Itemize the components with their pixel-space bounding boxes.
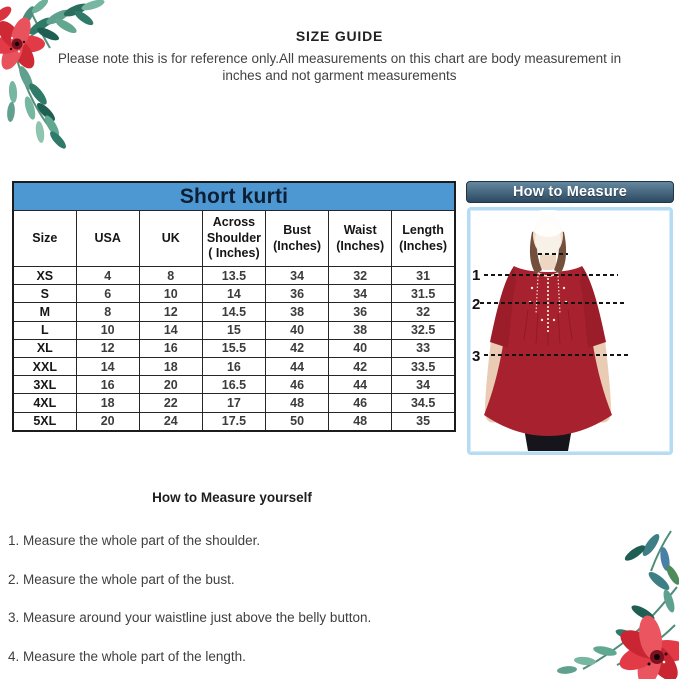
- table-cell: 24: [139, 412, 202, 431]
- table-cell: 14: [76, 357, 139, 375]
- size-cell: 3XL: [13, 376, 76, 394]
- table-row: [13, 376, 455, 394]
- red-flower: [616, 614, 679, 679]
- table-cell: 42: [329, 357, 392, 375]
- page-title: SIZE GUIDE: [295, 28, 384, 44]
- table-row: [13, 303, 455, 321]
- table-cell: 32: [329, 267, 392, 285]
- size-cell: 5XL: [13, 412, 76, 431]
- table-cell: 6: [76, 285, 139, 303]
- column-header-length: Length (Inches): [392, 211, 455, 267]
- size-cell: M: [13, 303, 76, 321]
- table-cell: 32: [392, 303, 455, 321]
- table-cell: 8: [76, 303, 139, 321]
- instruction-item: 3. Measure around your waistline just above the belly button.: [8, 610, 372, 625]
- table-cell: 13.5: [202, 267, 265, 285]
- table-cell: 46: [266, 376, 329, 394]
- table-cell: 16: [139, 339, 202, 357]
- table-row: [13, 339, 455, 357]
- column-header-shoulder: Across Shoulder ( Inches): [202, 211, 265, 267]
- measure-line-label-1: 1: [472, 267, 481, 284]
- table-cell: 34.5: [392, 394, 455, 412]
- table-cell: 10: [139, 285, 202, 303]
- table-cell: 14.5: [202, 303, 265, 321]
- table-row: [13, 267, 455, 285]
- table-cell: 46: [329, 394, 392, 412]
- instruction-item: 1. Measure the whole part of the shoulder.: [8, 533, 261, 548]
- size-cell: XXL: [13, 357, 76, 375]
- how-to-measure-title: How to Measure: [513, 184, 627, 200]
- table-cell: 32.5: [392, 321, 455, 339]
- table-cell: 42: [266, 339, 329, 357]
- table-cell: 34: [266, 267, 329, 285]
- reference-note: Please note this is for reference only.All measurements on this chart are body measurement in inches and not garment measurements: [57, 51, 622, 84]
- table-cell: 4: [76, 267, 139, 285]
- table-cell: 15.5: [202, 339, 265, 357]
- table-cell: 12: [76, 339, 139, 357]
- table-cell: 20: [139, 376, 202, 394]
- table-cell: 31.5: [392, 285, 455, 303]
- table-cell: 33: [392, 339, 455, 357]
- table-cell: 14: [139, 321, 202, 339]
- size-cell: XL: [13, 339, 76, 357]
- table-cell: 14: [202, 285, 265, 303]
- size-cell: L: [13, 321, 76, 339]
- how-to-measure-header: [466, 181, 674, 203]
- table-cell: 15: [202, 321, 265, 339]
- column-header-size: Size: [13, 211, 76, 267]
- size-cell: XS: [13, 267, 76, 285]
- table-cell: 18: [139, 357, 202, 375]
- instructions-list: [8, 533, 478, 679]
- table-title: Short kurti: [13, 182, 455, 211]
- table-cell: 20: [76, 412, 139, 431]
- table-cell: 17.5: [202, 412, 265, 431]
- instruction-item: 4. Measure the whole part of the length.: [8, 648, 246, 664]
- table-cell: 16: [76, 376, 139, 394]
- table-cell: 16: [202, 357, 265, 375]
- table-cell: 33.5: [392, 357, 455, 375]
- measure-line-label-2: 2: [472, 296, 481, 313]
- table-cell: 17: [202, 394, 265, 412]
- column-header-waist: Waist (Inches): [329, 211, 392, 267]
- measure-line-label-3: 3: [472, 348, 481, 365]
- size-cell: S: [13, 285, 76, 303]
- table-cell: 50: [266, 412, 329, 431]
- instruction-item: 2. Measure the whole part of the bust.: [8, 571, 235, 587]
- table-cell: 48: [266, 394, 329, 412]
- table-cell: 48: [329, 412, 392, 431]
- measurement-illustration-panel: [467, 207, 673, 455]
- table-cell: 36: [329, 303, 392, 321]
- table-cell: 34: [392, 376, 455, 394]
- table-cell: 22: [139, 394, 202, 412]
- table-cell: 12: [139, 303, 202, 321]
- table-cell: 8: [139, 267, 202, 285]
- table-cell: 10: [76, 321, 139, 339]
- table-row: [13, 321, 455, 339]
- size-chart-table: [12, 181, 456, 432]
- table-cell: 40: [329, 339, 392, 357]
- table-row: [13, 394, 455, 412]
- table-row: [13, 412, 455, 431]
- instructions-heading: How to Measure yourself: [152, 490, 312, 505]
- table-row: [13, 285, 455, 303]
- table-cell: 38: [266, 303, 329, 321]
- table-cell: 44: [329, 376, 392, 394]
- table-cell: 18: [76, 394, 139, 412]
- table-cell: 38: [329, 321, 392, 339]
- table-cell: 16.5: [202, 376, 265, 394]
- column-header-row: [13, 211, 455, 267]
- table-cell: 31: [392, 267, 455, 285]
- column-header-usa: USA: [76, 211, 139, 267]
- table-title-row: [13, 182, 455, 211]
- kurti-model-illustration: [470, 210, 670, 452]
- table-cell: 34: [329, 285, 392, 303]
- table-row: [13, 357, 455, 375]
- floral-decoration-bottom-right: [539, 529, 679, 679]
- table-cell: 40: [266, 321, 329, 339]
- size-cell: 4XL: [13, 394, 76, 412]
- table-cell: 35: [392, 412, 455, 431]
- table-cell: 44: [266, 357, 329, 375]
- table-cell: 36: [266, 285, 329, 303]
- column-header-bust: Bust (Inches): [266, 211, 329, 267]
- column-header-uk: UK: [139, 211, 202, 267]
